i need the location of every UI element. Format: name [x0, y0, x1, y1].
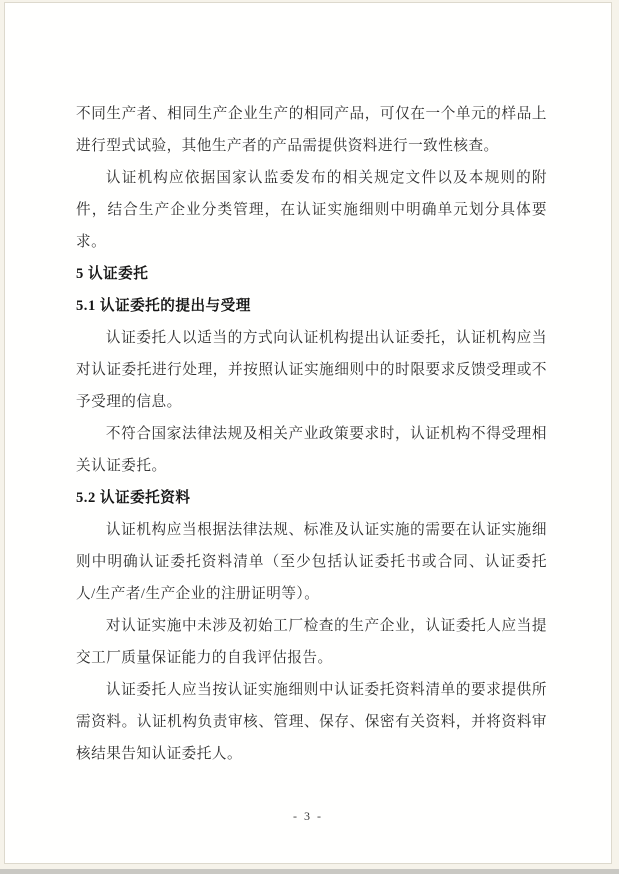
section-5-2-paragraph-3: 认证委托人应当按认证实施细则中认证委托资料清单的要求提供所需资料。认证机构负责审核、管理、保存、保密有关资料，并将资料审核结果告知认证委托人。 — [76, 682, 547, 762]
page-number: - 3 - — [293, 809, 323, 823]
paragraph-continuation-from-previous-page: 不同生产者、相同生产企业生产的相同产品，可仅在一个单元的样品上进行型式试验，其他生产者的产品需提供资料进行一致性核查。 — [76, 106, 547, 154]
paragraph-unit-division-rules: 认证机构应依据国家认监委发布的相关规定文件以及本规则的附件，结合生产企业分类管理，在认证实施细则中明确单元划分具体要求。 — [76, 170, 547, 250]
document-text-block — [76, 98, 547, 770]
scanned-document-page — [4, 2, 612, 864]
section-5-2-paragraph-2: 对认证实施中未涉及初始工厂检查的生产企业，认证委托人应当提交工厂质量保证能力的自我评估报告。 — [76, 618, 547, 666]
section-5-2-heading: 5.2 认证委托资料 — [76, 490, 191, 506]
section-5-1-paragraph-1: 认证委托人以适当的方式向认证机构提出认证委托，认证机构应当对认证委托进行处理，并按照认证实施细则中的时限要求反馈受理或不予受理的信息。 — [76, 330, 547, 410]
scan-edge-shadow — [0, 869, 619, 874]
section-5-2-paragraph-1: 认证机构应当根据法律法规、标准及认证实施的需要在认证实施细则中明确认证委托资料清单（至少包括认证委托书或合同、认证委托人/生产者/生产企业的注册证明等）。 — [76, 522, 547, 602]
section-5-heading: 5 认证委托 — [76, 266, 149, 282]
section-5-1-paragraph-2: 不符合国家法律法规及相关产业政策要求时，认证机构不得受理相关认证委托。 — [76, 426, 547, 474]
section-5-1-heading: 5.1 认证委托的提出与受理 — [76, 298, 251, 314]
